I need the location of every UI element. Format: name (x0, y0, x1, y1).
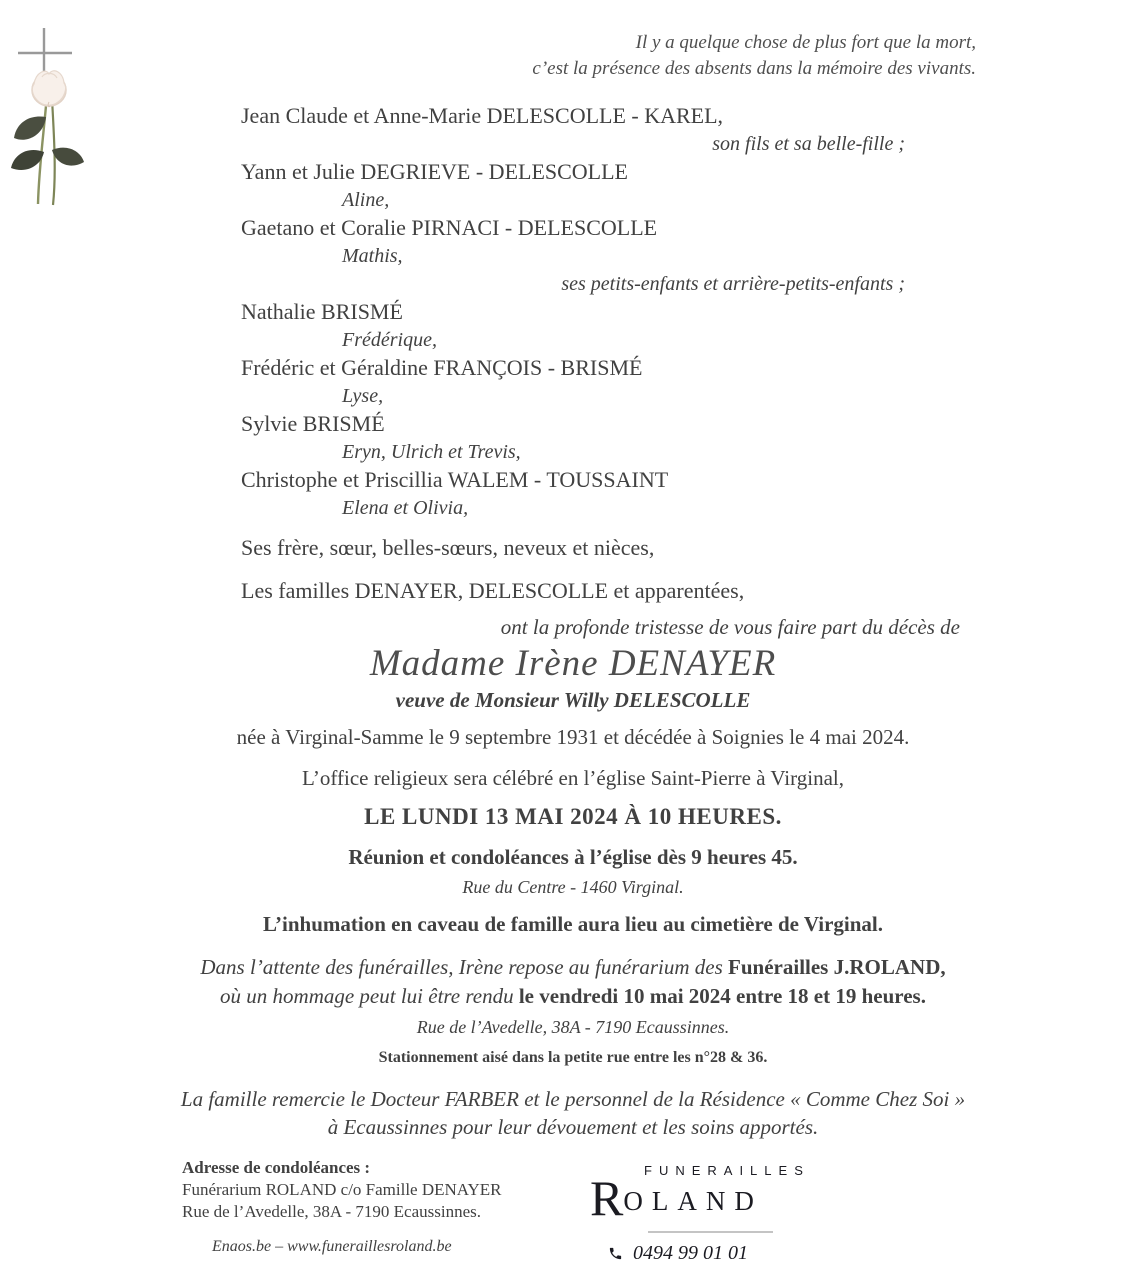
condolences-line: Réunion et condoléances à l’église dès 9 heures 45. (348, 845, 798, 869)
visit-date: le vendredi 10 mai 2024 entre 18 et 19 heures. (518, 984, 926, 1008)
thanks-paragraph (0, 1085, 1146, 1141)
funerarium-info (0, 953, 1146, 1011)
websites-line: Enaos.be – www.funeraillesroland.be (212, 1238, 452, 1255)
phone-number: 0494 99 01 01 (633, 1242, 748, 1264)
life-dates-line: née à Virginal-Samme le 9 septembre 1931 et décédée à Soignies le 4 mai 2024. (236, 725, 910, 749)
children-names-line: Frédérique, (342, 329, 437, 351)
children-names-line: Eryn, Ulrich et Trevis, (342, 441, 521, 463)
religious-office-line: L’office religieux sera célébré en l’église Saint-Pierre à Virginal, (301, 766, 844, 790)
footer (0, 1157, 1146, 1280)
logo-phone-line (608, 1242, 810, 1265)
funerarium-address: Rue de l’Avedelle, 38A - 7190 Ecaussinnes. (416, 1017, 730, 1037)
epigraph-line-1: Il y a quelque chose de plus fort que la mort, (635, 32, 976, 53)
thanks-line-1: La famille remercie le Docteur FARBER et le personnel de la Résidence « Comme Chez Soi » (180, 1087, 966, 1111)
logo-divider (648, 1231, 773, 1233)
condolence-address-line-1: Funérarium ROLAND c/o Famille DENAYER (182, 1180, 502, 1199)
burial-line: L’inhumation en caveau de famille aura lieu au cimetière de Virginal. (262, 912, 884, 936)
family-name-line: Gaetano et Coralie PIRNACI - DELESCOLLE (241, 215, 658, 240)
cross-rose-image (6, 22, 96, 217)
church-address: Rue du Centre - 1460 Virginal. (462, 877, 684, 897)
relation-label: ses petits-enfants et arrière-petits-enfants ; (561, 273, 905, 295)
phone-icon (608, 1246, 623, 1261)
children-names-line: Aline, (342, 189, 390, 211)
funeral-home-logo (590, 1163, 810, 1265)
logo-initial: R (590, 1170, 624, 1226)
thanks-line-2: à Ecaussinnes pour leur dévouement et les soins apportés. (327, 1115, 819, 1139)
condolence-address-block (182, 1157, 502, 1258)
children-names-line: Elena et Olivia, (342, 497, 469, 519)
family-name-line: Frédéric et Géraldine FRANÇOIS - BRISMÉ (241, 355, 643, 380)
funerarium-line-1 (0, 953, 1146, 982)
relatives-line: Ses frère, sœur, belles-sœurs, neveux et nièces, (241, 535, 655, 560)
announcement-line: ont la profonde tristesse de vous faire part du décès de (500, 615, 960, 639)
funerarium-line-1-text: Dans l’attente des funérailles, Irène repose au funérarium des (200, 955, 723, 979)
funerarium-line-2-text: où un hommage peut lui être rendu (220, 984, 514, 1008)
families-line: Les familles DENAYER, DELESCOLLE et apparentées, (241, 578, 745, 603)
epigraph-line-2: c’est la présence des absents dans la mémoire des vivants. (532, 58, 976, 79)
funerarium-line-2 (0, 982, 1146, 1011)
family-list (241, 102, 905, 522)
parking-note: Stationnement aisé dans la petite rue entre les n°28 & 36. (378, 1049, 768, 1066)
family-name-line: Jean Claude et Anne-Marie DELESCOLLE - KAREL, (241, 103, 724, 128)
cross-rose-graphic (6, 22, 96, 217)
deceased-name: Madame Irène DENAYER (369, 643, 777, 684)
condolence-address-label: Adresse de condoléances : (182, 1158, 371, 1177)
children-names-line: Mathis, (342, 245, 403, 267)
relation-label: son fils et sa belle-fille ; (712, 133, 905, 155)
children-names-line: Lyse, (342, 385, 384, 407)
epigraph (0, 0, 1146, 82)
ceremony-date-line: LE LUNDI 13 MAI 2024 À 10 HEURES. (364, 804, 782, 829)
condolence-address-line-2: Rue de l’Avedelle, 38A - 7190 Ecaussinnes. (182, 1202, 482, 1221)
funeral-home-name: Funérailles J.ROLAND, (728, 955, 946, 979)
deceased-subtitle: veuve de Monsieur Willy DELESCOLLE (395, 688, 751, 712)
family-name-line: Yann et Julie DEGRIEVE - DELESCOLLE (241, 159, 628, 184)
family-name-line: Sylvie BRISMÉ (241, 411, 385, 436)
family-name-line: Christophe et Priscillia WALEM - TOUSSAINT (241, 467, 669, 492)
logo-funerailles-text: FUNERAILLES (644, 1163, 810, 1178)
family-name-line: Nathalie BRISMÉ (241, 299, 403, 324)
logo-name-rest: OLAND (623, 1186, 763, 1216)
